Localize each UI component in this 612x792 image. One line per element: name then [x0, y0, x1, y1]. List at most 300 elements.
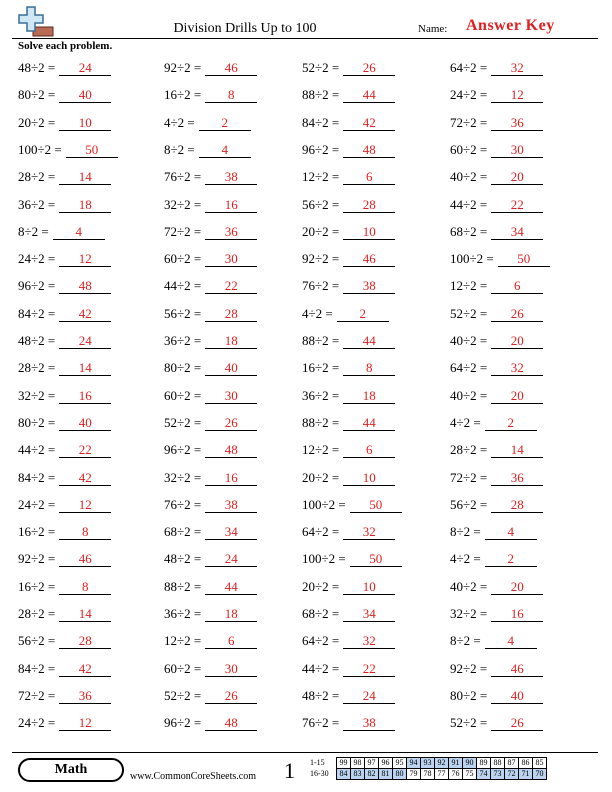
problem-question: 84÷2 = — [302, 114, 340, 130]
answer-blank[interactable]: 10 — [59, 116, 111, 131]
answer-blank[interactable]: 32 — [491, 361, 543, 376]
problem-item — [302, 169, 395, 185]
problem-question: 60÷2 = — [164, 660, 202, 676]
problem-item — [450, 497, 543, 513]
problem-question: 60÷2 = — [164, 251, 202, 267]
problem-question: 64÷2 = — [302, 633, 340, 649]
problem-item — [164, 442, 257, 458]
answer-blank[interactable]: 24 — [343, 689, 395, 704]
problem-item — [18, 551, 111, 567]
score-cell: 83 — [351, 769, 365, 780]
answer-blank[interactable]: 28 — [205, 307, 257, 322]
score-cell: 72 — [505, 769, 519, 780]
problem-item — [450, 661, 543, 677]
problem-question: 8÷2 = — [18, 223, 49, 239]
problem-question: 44÷2 = — [18, 442, 56, 458]
answer-blank[interactable]: 38 — [343, 279, 395, 294]
problem-question: 100÷2 = — [18, 141, 62, 157]
problem-item — [18, 224, 105, 240]
problem-item — [18, 278, 111, 294]
problem-question: 48÷2 = — [18, 60, 56, 75]
answer-blank[interactable]: 12 — [59, 716, 111, 731]
name-label: Name: — [418, 23, 448, 35]
problem-question: 56÷2 = — [450, 496, 488, 512]
answer-blank[interactable]: 44 — [343, 416, 395, 431]
answer-blank[interactable]: 36 — [491, 471, 543, 486]
problem-item — [450, 715, 543, 731]
problem-question: 16÷2 = — [18, 578, 56, 594]
score-cell: 97 — [365, 758, 379, 769]
problem-question: 4÷2 = — [450, 414, 481, 430]
answer-blank[interactable]: 20 — [491, 334, 543, 349]
problem-item — [450, 579, 543, 595]
problem-item — [18, 633, 111, 649]
problem-question: 24÷2 = — [18, 251, 56, 267]
problem-item — [18, 60, 111, 76]
answer-blank[interactable]: 30 — [205, 389, 257, 404]
problem-item — [18, 251, 111, 267]
score-cell: 78 — [421, 769, 435, 780]
problem-question: 8÷2 = — [164, 141, 195, 157]
problem-question: 12÷2 = — [302, 169, 340, 185]
answer-blank[interactable]: 40 — [205, 361, 257, 376]
problem-item — [18, 115, 111, 131]
answer-blank[interactable]: 38 — [205, 170, 257, 185]
problem-question: 76÷2 = — [164, 496, 202, 512]
score-cell: 93 — [421, 758, 435, 769]
problem-item — [18, 333, 111, 349]
problem-item — [450, 551, 537, 567]
problem-item — [18, 688, 111, 704]
problem-item — [302, 415, 395, 431]
score-cell: 84 — [337, 769, 351, 780]
problem-item — [450, 60, 543, 76]
problem-item — [164, 633, 257, 649]
problem-question: 68÷2 = — [302, 606, 340, 621]
problem-question: 96÷2 = — [164, 442, 202, 458]
answer-blank[interactable]: 42 — [59, 307, 111, 322]
website-link[interactable]: www.CommonCoreSheets.com — [130, 771, 257, 782]
problem-item — [302, 497, 402, 513]
answer-blank[interactable]: 2 — [337, 307, 389, 322]
answer-blank[interactable]: 22 — [205, 279, 257, 294]
problem-item — [164, 661, 257, 677]
problem-question: 56÷2 = — [18, 633, 56, 649]
answer-blank[interactable]: 34 — [491, 225, 543, 240]
score-cell: 88 — [491, 758, 505, 769]
problem-item — [302, 606, 395, 622]
problem-item — [18, 197, 111, 213]
answer-blank[interactable]: 48 — [205, 443, 257, 458]
score-cell: 94 — [407, 758, 421, 769]
answer-blank[interactable]: 38 — [205, 498, 257, 513]
problem-item — [302, 142, 395, 158]
problem-item — [450, 224, 543, 240]
answer-blank[interactable]: 28 — [491, 498, 543, 513]
score-cell: 76 — [449, 769, 463, 780]
page-number: 1 — [284, 758, 295, 783]
score-cell: 87 — [505, 758, 519, 769]
answer-blank[interactable]: 44 — [343, 334, 395, 349]
answer-blank[interactable]: 2 — [485, 552, 537, 567]
problem-question: 20÷2 = — [18, 114, 56, 130]
answer-blank[interactable]: 46 — [205, 61, 257, 76]
problem-question: 28÷2 = — [18, 360, 56, 376]
problem-item — [302, 115, 395, 131]
instructions: Solve each problem. — [18, 40, 113, 52]
problem-item — [302, 197, 395, 213]
score-cell: 75 — [463, 769, 477, 780]
problem-item — [164, 715, 257, 731]
answer-blank[interactable]: 50 — [350, 552, 402, 567]
answer-blank[interactable]: 14 — [491, 443, 543, 458]
problem-question: 48÷2 = — [302, 687, 340, 703]
answer-blank[interactable]: 32 — [343, 634, 395, 649]
problem-question: 44÷2 = — [164, 278, 202, 294]
answer-blank[interactable]: 20 — [491, 389, 543, 404]
answer-blank[interactable]: 42 — [59, 471, 111, 486]
problem-item — [18, 715, 111, 731]
score-cell: 91 — [449, 758, 463, 769]
problem-question: 52÷2 = — [450, 305, 488, 321]
answer-blank[interactable]: 48 — [59, 279, 111, 294]
problem-question: 20÷2 = — [302, 223, 340, 239]
problem-question: 32÷2 = — [18, 387, 56, 403]
answer-blank[interactable]: 18 — [205, 334, 257, 349]
problem-item — [302, 470, 395, 486]
problem-question: 36÷2 = — [164, 333, 202, 348]
answer-blank[interactable]: 26 — [491, 716, 543, 731]
answer-blank[interactable]: 24 — [205, 552, 257, 567]
score-cell: 73 — [491, 769, 505, 780]
problem-question: 100÷2 = — [450, 251, 494, 267]
problem-question: 92÷2 = — [18, 551, 56, 567]
score-cell: 74 — [477, 769, 491, 780]
answer-blank[interactable]: 6 — [205, 634, 257, 649]
problem-question: 12÷2 = — [302, 442, 340, 458]
problem-question: 12÷2 = — [450, 278, 488, 294]
answer-blank[interactable]: 34 — [205, 525, 257, 540]
problem-item — [164, 115, 251, 131]
answer-blank[interactable]: 6 — [491, 279, 543, 294]
answer-blank[interactable]: 46 — [491, 662, 543, 677]
answer-blank[interactable]: 8 — [59, 580, 111, 595]
score-cell: 71 — [519, 769, 533, 780]
answer-blank[interactable]: 16 — [59, 389, 111, 404]
problem-question: 84÷2 = — [18, 305, 56, 321]
answer-blank[interactable]: 22 — [59, 443, 111, 458]
problem-item — [18, 388, 111, 404]
problem-item — [302, 633, 395, 649]
problem-question: 28÷2 = — [450, 442, 488, 458]
score-row — [310, 769, 547, 780]
problem-item — [450, 169, 543, 185]
problem-question: 88÷2 = — [302, 87, 340, 103]
problem-question: 100÷2 = — [302, 496, 346, 512]
problem-question: 20÷2 = — [302, 578, 340, 594]
problem-item — [18, 497, 111, 513]
problem-item — [450, 87, 543, 103]
problem-item — [450, 197, 543, 213]
answer-blank[interactable]: 32 — [491, 61, 543, 76]
answer-blank[interactable]: 4 — [199, 143, 251, 158]
problem-question: 92÷2 = — [450, 660, 488, 676]
problem-item — [450, 606, 543, 622]
answer-blank[interactable]: 42 — [343, 116, 395, 131]
answer-blank[interactable]: 38 — [343, 716, 395, 731]
problem-item — [450, 470, 543, 486]
problem-item — [302, 251, 395, 267]
problem-item — [450, 388, 543, 404]
problem-item — [450, 278, 543, 294]
problem-question: 64÷2 = — [302, 524, 340, 540]
problem-question: 88÷2 = — [302, 414, 340, 430]
answer-blank[interactable]: 16 — [491, 607, 543, 622]
problem-question: 48÷2 = — [164, 551, 202, 567]
answer-blank[interactable]: 14 — [59, 170, 111, 185]
problem-question: 16÷2 = — [164, 87, 202, 103]
answer-blank[interactable]: 18 — [205, 607, 257, 622]
problem-question: 4÷2 = — [450, 551, 481, 567]
score-cell: 81 — [379, 769, 393, 780]
answer-blank[interactable]: 12 — [491, 88, 543, 103]
problem-question: 56÷2 = — [302, 196, 340, 212]
problem-question: 8÷2 = — [450, 633, 481, 649]
problem-item — [302, 306, 389, 322]
answer-blank[interactable]: 2 — [485, 416, 537, 431]
answer-blank[interactable]: 4 — [485, 525, 537, 540]
problem-question: 88÷2 = — [164, 578, 202, 594]
problem-question: 24÷2 = — [18, 496, 56, 512]
answer-blank[interactable]: 28 — [343, 198, 395, 213]
problem-item — [18, 415, 111, 431]
score-row-label: 1-15 — [310, 758, 325, 767]
problem-question: 68÷2 = — [164, 524, 202, 540]
problem-item — [164, 388, 257, 404]
answer-blank[interactable]: 26 — [205, 689, 257, 704]
score-cell: 89 — [477, 758, 491, 769]
answer-blank[interactable]: 36 — [205, 225, 257, 240]
answer-blank[interactable]: 22 — [491, 198, 543, 213]
score-cell: 77 — [435, 769, 449, 780]
subject-badge: Math — [18, 758, 124, 782]
problem-question: 32÷2 = — [164, 196, 202, 212]
problem-item — [302, 360, 395, 376]
problem-item — [164, 688, 257, 704]
answer-blank[interactable]: 40 — [59, 416, 111, 431]
answer-blank[interactable]: 22 — [343, 662, 395, 677]
answer-blank[interactable]: 30 — [491, 143, 543, 158]
answer-blank[interactable]: 26 — [205, 416, 257, 431]
problem-question: 80÷2 = — [18, 414, 56, 430]
problem-item — [450, 333, 543, 349]
problem-question: 88÷2 = — [302, 333, 340, 348]
problem-item — [164, 142, 251, 158]
problem-question: 96÷2 = — [164, 715, 202, 731]
problem-question: 84÷2 = — [18, 469, 56, 485]
score-table — [310, 757, 547, 780]
problem-question: 56÷2 = — [164, 305, 202, 321]
score-cell: 99 — [337, 758, 351, 769]
problem-question: 24÷2 = — [18, 715, 56, 731]
problem-question: 44÷2 = — [302, 660, 340, 676]
problem-item — [450, 633, 537, 649]
problem-question: 72÷2 = — [164, 223, 202, 239]
problem-question: 52÷2 = — [164, 687, 202, 703]
problem-question: 28÷2 = — [18, 169, 56, 185]
answer-blank[interactable]: 12 — [59, 252, 111, 267]
problem-item — [302, 688, 395, 704]
problem-question: 32÷2 = — [450, 606, 488, 621]
answer-blank[interactable]: 24 — [59, 61, 111, 76]
problem-question: 40÷2 = — [450, 578, 488, 594]
problem-question: 68÷2 = — [450, 223, 488, 239]
problem-question: 16÷2 = — [302, 360, 340, 376]
math-plus-logo-icon — [17, 5, 55, 38]
answer-blank[interactable]: 48 — [205, 716, 257, 731]
problem-item — [164, 197, 257, 213]
problem-question: 16÷2 = — [18, 524, 56, 540]
answer-blank[interactable]: 12 — [59, 498, 111, 513]
problem-item — [164, 470, 257, 486]
problem-question: 12÷2 = — [164, 633, 202, 649]
answer-blank[interactable]: 24 — [59, 334, 111, 349]
problem-question: 96÷2 = — [18, 278, 56, 294]
problem-question: 96÷2 = — [302, 141, 340, 157]
problem-item — [164, 278, 257, 294]
answer-blank[interactable]: 40 — [491, 689, 543, 704]
answer-blank[interactable]: 10 — [343, 225, 395, 240]
problem-question: 32÷2 = — [164, 469, 202, 485]
problem-question: 64÷2 = — [450, 60, 488, 75]
problem-item — [450, 688, 543, 704]
answer-blank[interactable]: 20 — [491, 580, 543, 595]
answer-blank[interactable]: 44 — [343, 88, 395, 103]
answer-blank[interactable]: 50 — [350, 498, 402, 513]
answer-blank[interactable]: 6 — [343, 170, 395, 185]
answer-key-label: Answer Key — [466, 17, 555, 34]
problem-question: 48÷2 = — [18, 333, 56, 348]
problem-item — [302, 715, 395, 731]
problem-item — [164, 87, 257, 103]
answer-blank[interactable]: 14 — [59, 607, 111, 622]
problem-item — [302, 224, 395, 240]
answer-blank[interactable]: 20 — [491, 170, 543, 185]
problem-question: 76÷2 = — [302, 278, 340, 294]
problem-item — [450, 524, 537, 540]
problem-item — [18, 524, 111, 540]
problem-question: 8÷2 = — [450, 524, 481, 540]
page-title: Division Drills Up to 100 — [173, 21, 317, 36]
problem-item — [164, 579, 257, 595]
problem-item — [450, 360, 543, 376]
answer-blank[interactable]: 16 — [205, 198, 257, 213]
problem-item — [164, 606, 257, 622]
score-cell: 92 — [435, 758, 449, 769]
problem-item — [302, 661, 395, 677]
answer-blank[interactable]: 10 — [343, 471, 395, 486]
score-row — [310, 758, 547, 769]
answer-blank[interactable]: 32 — [343, 525, 395, 540]
problem-question: 20÷2 = — [302, 469, 340, 485]
problem-question: 40÷2 = — [450, 387, 488, 403]
answer-blank[interactable]: 36 — [59, 689, 111, 704]
answer-blank[interactable]: 40 — [59, 88, 111, 103]
problem-item — [18, 442, 111, 458]
problem-question: 80÷2 = — [450, 687, 488, 703]
problem-item — [164, 333, 257, 349]
answer-blank[interactable]: 48 — [343, 143, 395, 158]
problem-item — [302, 87, 395, 103]
answer-blank[interactable]: 6 — [343, 443, 395, 458]
answer-blank[interactable]: 36 — [491, 116, 543, 131]
problem-item — [450, 306, 543, 322]
problem-question: 40÷2 = — [450, 169, 488, 185]
problem-grid — [18, 60, 598, 750]
problem-item — [18, 661, 111, 677]
header-divider — [12, 38, 598, 39]
problem-question: 40÷2 = — [450, 333, 488, 348]
problem-question: 100÷2 = — [302, 551, 346, 567]
answer-blank[interactable]: 30 — [205, 662, 257, 677]
problem-item — [450, 142, 543, 158]
problem-question: 52÷2 = — [164, 414, 202, 430]
answer-blank[interactable]: 16 — [205, 471, 257, 486]
answer-blank[interactable]: 4 — [485, 634, 537, 649]
problem-question: 52÷2 = — [302, 60, 340, 75]
answer-blank[interactable]: 42 — [59, 662, 111, 677]
problem-question: 4÷2 = — [164, 114, 195, 130]
answer-blank[interactable]: 2 — [199, 116, 251, 131]
answer-blank[interactable]: 34 — [343, 607, 395, 622]
score-row-label: 16-30 — [310, 769, 329, 778]
problem-question: 72÷2 = — [18, 687, 56, 703]
problem-item — [18, 142, 118, 158]
answer-blank[interactable]: 44 — [205, 580, 257, 595]
problem-question: 80÷2 = — [18, 87, 56, 103]
score-cell: 70 — [533, 769, 547, 780]
answer-blank[interactable]: 8 — [59, 525, 111, 540]
answer-blank[interactable]: 8 — [205, 88, 257, 103]
problem-item — [18, 87, 111, 103]
answer-blank[interactable]: 26 — [491, 307, 543, 322]
problem-item — [18, 606, 111, 622]
score-cell: 85 — [533, 758, 547, 769]
answer-blank[interactable]: 28 — [59, 634, 111, 649]
answer-blank[interactable]: 4 — [53, 225, 105, 240]
answer-blank[interactable]: 18 — [343, 389, 395, 404]
problem-item — [450, 415, 537, 431]
problem-item — [164, 497, 257, 513]
answer-blank[interactable]: 50 — [498, 252, 550, 267]
score-cell: 82 — [365, 769, 379, 780]
answer-blank[interactable]: 14 — [59, 361, 111, 376]
answer-blank[interactable]: 46 — [59, 552, 111, 567]
problem-item — [18, 306, 111, 322]
problem-question: 36÷2 = — [164, 606, 202, 621]
answer-blank[interactable]: 8 — [343, 361, 395, 376]
answer-blank[interactable]: 46 — [343, 252, 395, 267]
problem-item — [450, 251, 550, 267]
answer-blank[interactable]: 18 — [59, 198, 111, 213]
problem-question: 36÷2 = — [18, 196, 56, 212]
answer-blank[interactable]: 26 — [343, 61, 395, 76]
problem-item — [164, 306, 257, 322]
answer-blank[interactable]: 50 — [66, 143, 118, 158]
problem-item — [302, 278, 395, 294]
answer-blank[interactable]: 30 — [205, 252, 257, 267]
answer-blank[interactable]: 10 — [343, 580, 395, 595]
